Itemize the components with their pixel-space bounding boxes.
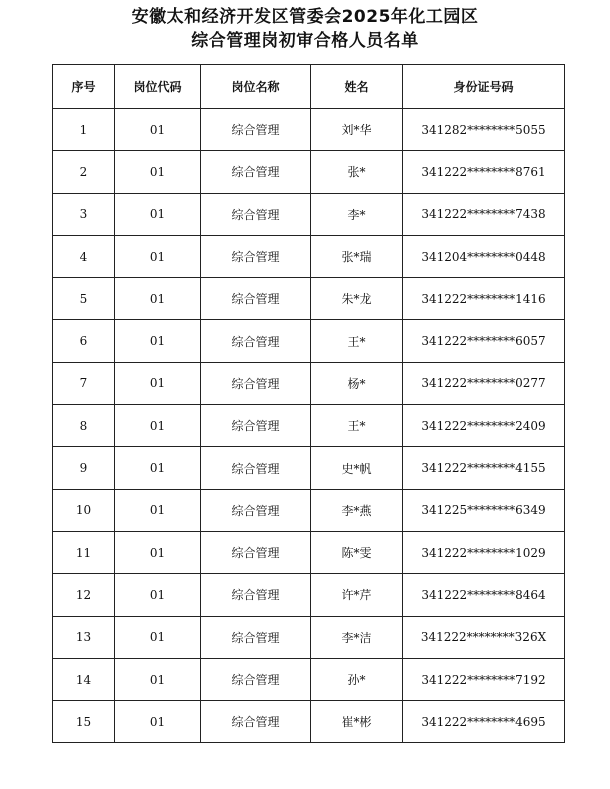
cell-position-name: 综合管理 — [201, 658, 311, 700]
table-row — [53, 405, 565, 447]
table-row — [53, 658, 565, 700]
table-row — [53, 320, 565, 362]
candidate-table — [52, 64, 565, 743]
table-row — [53, 109, 565, 151]
cell-name: 史*帆 — [311, 447, 403, 489]
cell-serial-number: 10 — [53, 489, 115, 531]
table-row — [53, 193, 565, 235]
header-name: 姓名 — [311, 65, 403, 109]
cell-position-code: 01 — [115, 405, 201, 447]
cell-position-code: 01 — [115, 489, 201, 531]
table-row — [53, 616, 565, 658]
cell-serial-number: 15 — [53, 701, 115, 743]
cell-position-code: 01 — [115, 531, 201, 573]
cell-position-code: 01 — [115, 574, 201, 616]
document-title-line2: 综合管理岗初审合格人员名单 — [191, 31, 419, 51]
cell-serial-number: 1 — [53, 109, 115, 151]
cell-serial-number: 7 — [53, 362, 115, 404]
cell-serial-number: 5 — [53, 278, 115, 320]
cell-serial-number: 3 — [53, 193, 115, 235]
header-position-name: 岗位名称 — [201, 65, 311, 109]
document-title-line1: 安徽太和经济开发区管委会2025年化工园区 — [131, 7, 479, 27]
cell-id-number: 341222********4155 — [403, 447, 565, 489]
cell-serial-number: 13 — [53, 616, 115, 658]
cell-name: 孙* — [311, 658, 403, 700]
cell-id-number: 341204********0448 — [403, 235, 565, 277]
cell-position-name: 综合管理 — [201, 109, 311, 151]
cell-position-code: 01 — [115, 320, 201, 362]
table-body — [53, 109, 565, 743]
cell-position-name: 综合管理 — [201, 278, 311, 320]
cell-name: 王* — [311, 320, 403, 362]
cell-position-name: 综合管理 — [201, 362, 311, 404]
cell-serial-number: 2 — [53, 151, 115, 193]
cell-position-name: 综合管理 — [201, 531, 311, 573]
cell-name: 张*瑞 — [311, 235, 403, 277]
table-row — [53, 278, 565, 320]
cell-position-name: 综合管理 — [201, 616, 311, 658]
header-id-number: 身份证号码 — [403, 65, 565, 109]
cell-id-number: 341225********6349 — [403, 489, 565, 531]
table-row — [53, 151, 565, 193]
cell-position-code: 01 — [115, 109, 201, 151]
table-row — [53, 574, 565, 616]
cell-position-name: 综合管理 — [201, 574, 311, 616]
header-position-code: 岗位代码 — [115, 65, 201, 109]
cell-id-number: 341222********6057 — [403, 320, 565, 362]
header-serial-number: 序号 — [53, 65, 115, 109]
cell-position-code: 01 — [115, 193, 201, 235]
cell-position-name: 综合管理 — [201, 151, 311, 193]
cell-id-number: 341222********0277 — [403, 362, 565, 404]
cell-id-number: 341222********326X — [403, 616, 565, 658]
cell-position-code: 01 — [115, 447, 201, 489]
cell-name: 李*洁 — [311, 616, 403, 658]
table-row — [53, 701, 565, 743]
cell-name: 李* — [311, 193, 403, 235]
cell-id-number: 341222********8761 — [403, 151, 565, 193]
cell-name: 杨* — [311, 362, 403, 404]
table-header-row — [53, 65, 565, 109]
cell-position-name: 综合管理 — [201, 701, 311, 743]
cell-serial-number: 6 — [53, 320, 115, 362]
cell-id-number: 341222********8464 — [403, 574, 565, 616]
table-row — [53, 235, 565, 277]
table-row — [53, 531, 565, 573]
cell-name: 王* — [311, 405, 403, 447]
cell-name: 崔*彬 — [311, 701, 403, 743]
cell-serial-number: 11 — [53, 531, 115, 573]
cell-id-number: 341222********4695 — [403, 701, 565, 743]
cell-position-code: 01 — [115, 278, 201, 320]
cell-id-number: 341222********2409 — [403, 405, 565, 447]
cell-position-name: 综合管理 — [201, 235, 311, 277]
table-row — [53, 489, 565, 531]
cell-position-code: 01 — [115, 658, 201, 700]
cell-serial-number: 9 — [53, 447, 115, 489]
cell-name: 陈*雯 — [311, 531, 403, 573]
cell-serial-number: 8 — [53, 405, 115, 447]
cell-id-number: 341222********7192 — [403, 658, 565, 700]
cell-position-name: 综合管理 — [201, 320, 311, 362]
cell-position-name: 综合管理 — [201, 489, 311, 531]
cell-position-code: 01 — [115, 701, 201, 743]
cell-position-code: 01 — [115, 151, 201, 193]
cell-id-number: 341222********7438 — [403, 193, 565, 235]
cell-position-name: 综合管理 — [201, 405, 311, 447]
cell-name: 刘*华 — [311, 109, 403, 151]
cell-position-name: 综合管理 — [201, 193, 311, 235]
cell-id-number: 341222********1416 — [403, 278, 565, 320]
cell-name: 张* — [311, 151, 403, 193]
cell-serial-number: 4 — [53, 235, 115, 277]
table-row — [53, 447, 565, 489]
cell-name: 许*芹 — [311, 574, 403, 616]
cell-position-name: 综合管理 — [201, 447, 311, 489]
cell-serial-number: 14 — [53, 658, 115, 700]
cell-name: 朱*龙 — [311, 278, 403, 320]
cell-position-code: 01 — [115, 616, 201, 658]
cell-position-code: 01 — [115, 235, 201, 277]
table-row — [53, 362, 565, 404]
cell-id-number: 341222********1029 — [403, 531, 565, 573]
cell-position-code: 01 — [115, 362, 201, 404]
cell-name: 李*燕 — [311, 489, 403, 531]
cell-serial-number: 12 — [53, 574, 115, 616]
cell-id-number: 341282********5055 — [403, 109, 565, 151]
